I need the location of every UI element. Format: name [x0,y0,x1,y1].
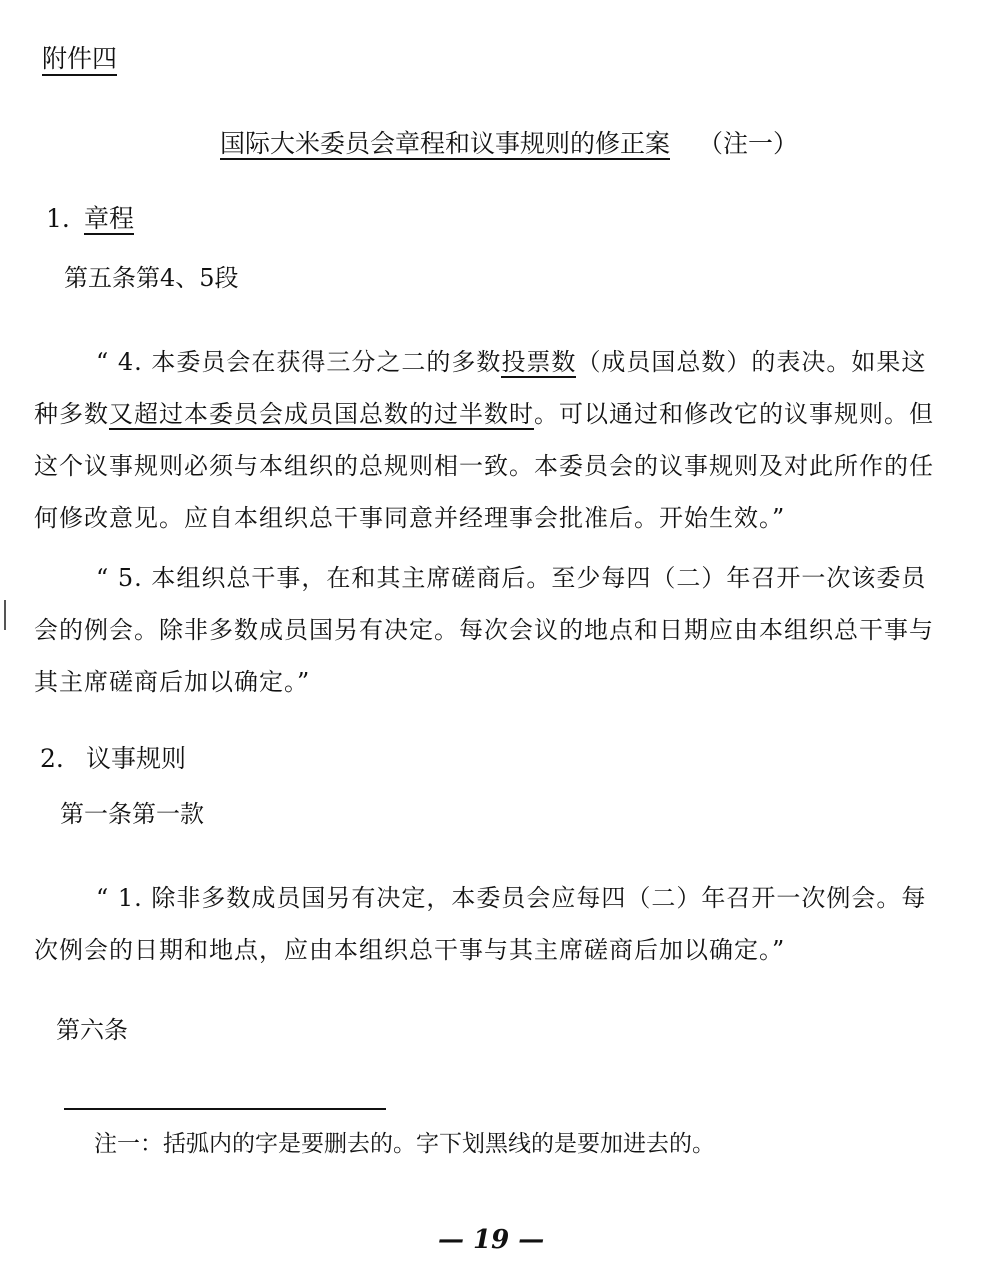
para4-line2-text-a: 种多数 [34,400,109,428]
section1-paragraph-4 [34,336,944,544]
document-title [220,128,798,160]
section2-title: 议事规则 [86,744,187,773]
para4-line1-text-a: “ 4. 本委员会在获得三分之二的多数 [96,348,502,376]
scan-edge-mark [4,600,6,630]
para4-line-3: 这个议事规则必须与本组织的总规则相一致。本委员会的议事规则及对此所作的任 [34,452,934,480]
title-note: （注一） [698,129,799,158]
section2-subheading-article6: 第六条 [56,1016,128,1044]
section2-subheading: 第一条第一款 [60,800,204,828]
s2p1-line-1: “ 1. 除非多数成员国另有决定，本委员会应每四（二）年召开一次例会。每 [96,884,927,912]
title-main: 国际大米委员会章程和议事规则的修正案 [220,129,671,158]
section1-heading [46,202,134,236]
section1-title: 章程 [84,204,135,233]
para4-line2-text-b: 。可以通过和修改它的议事规则。但 [534,400,934,428]
para5-line-2: 会的例会。除非多数成员国另有决定。每次会议的地点和日期应由本组织总干事与 [34,616,934,644]
para5-line-1: “ 5. 本组织总干事，在和其主席磋商后。至少每四（二）年召开一次该委员 [96,564,927,592]
s2p1-line-2: 次例会的日期和地点，应由本组织总干事与其主席磋商后加以确定。” [34,936,786,964]
page-number: — 19 — [438,1225,545,1255]
para4-line-4: 何修改意见。应自本组织总干事同意并经理事会批准后。开始生效。” [34,504,786,532]
annex-label: 附件四 [42,44,117,76]
para4-line2-underlined: 又超过本委员会成员国总数的过半数时 [109,400,534,428]
section2-number: 2. [40,744,64,773]
para5-line-3: 其主席磋商后加以确定。” [34,668,311,696]
para4-line1-text-b: （成员国总数）的表决。如果这 [576,348,927,376]
para4-line-1 [34,336,944,388]
section1-number: 1. [46,204,70,233]
section2-paragraph-1 [34,872,944,976]
para4-line1-underlined: 投票数 [501,348,577,376]
section1-subheading: 第五条第4、5段 [64,264,239,292]
footnote: 注一：括弧内的字是要删去的。字下划黑线的是要加进去的。 [94,1131,715,1157]
para4-line-2 [34,388,944,440]
footnote-divider [64,1108,386,1110]
section1-paragraph-5 [34,552,944,708]
section2-heading [40,742,186,776]
